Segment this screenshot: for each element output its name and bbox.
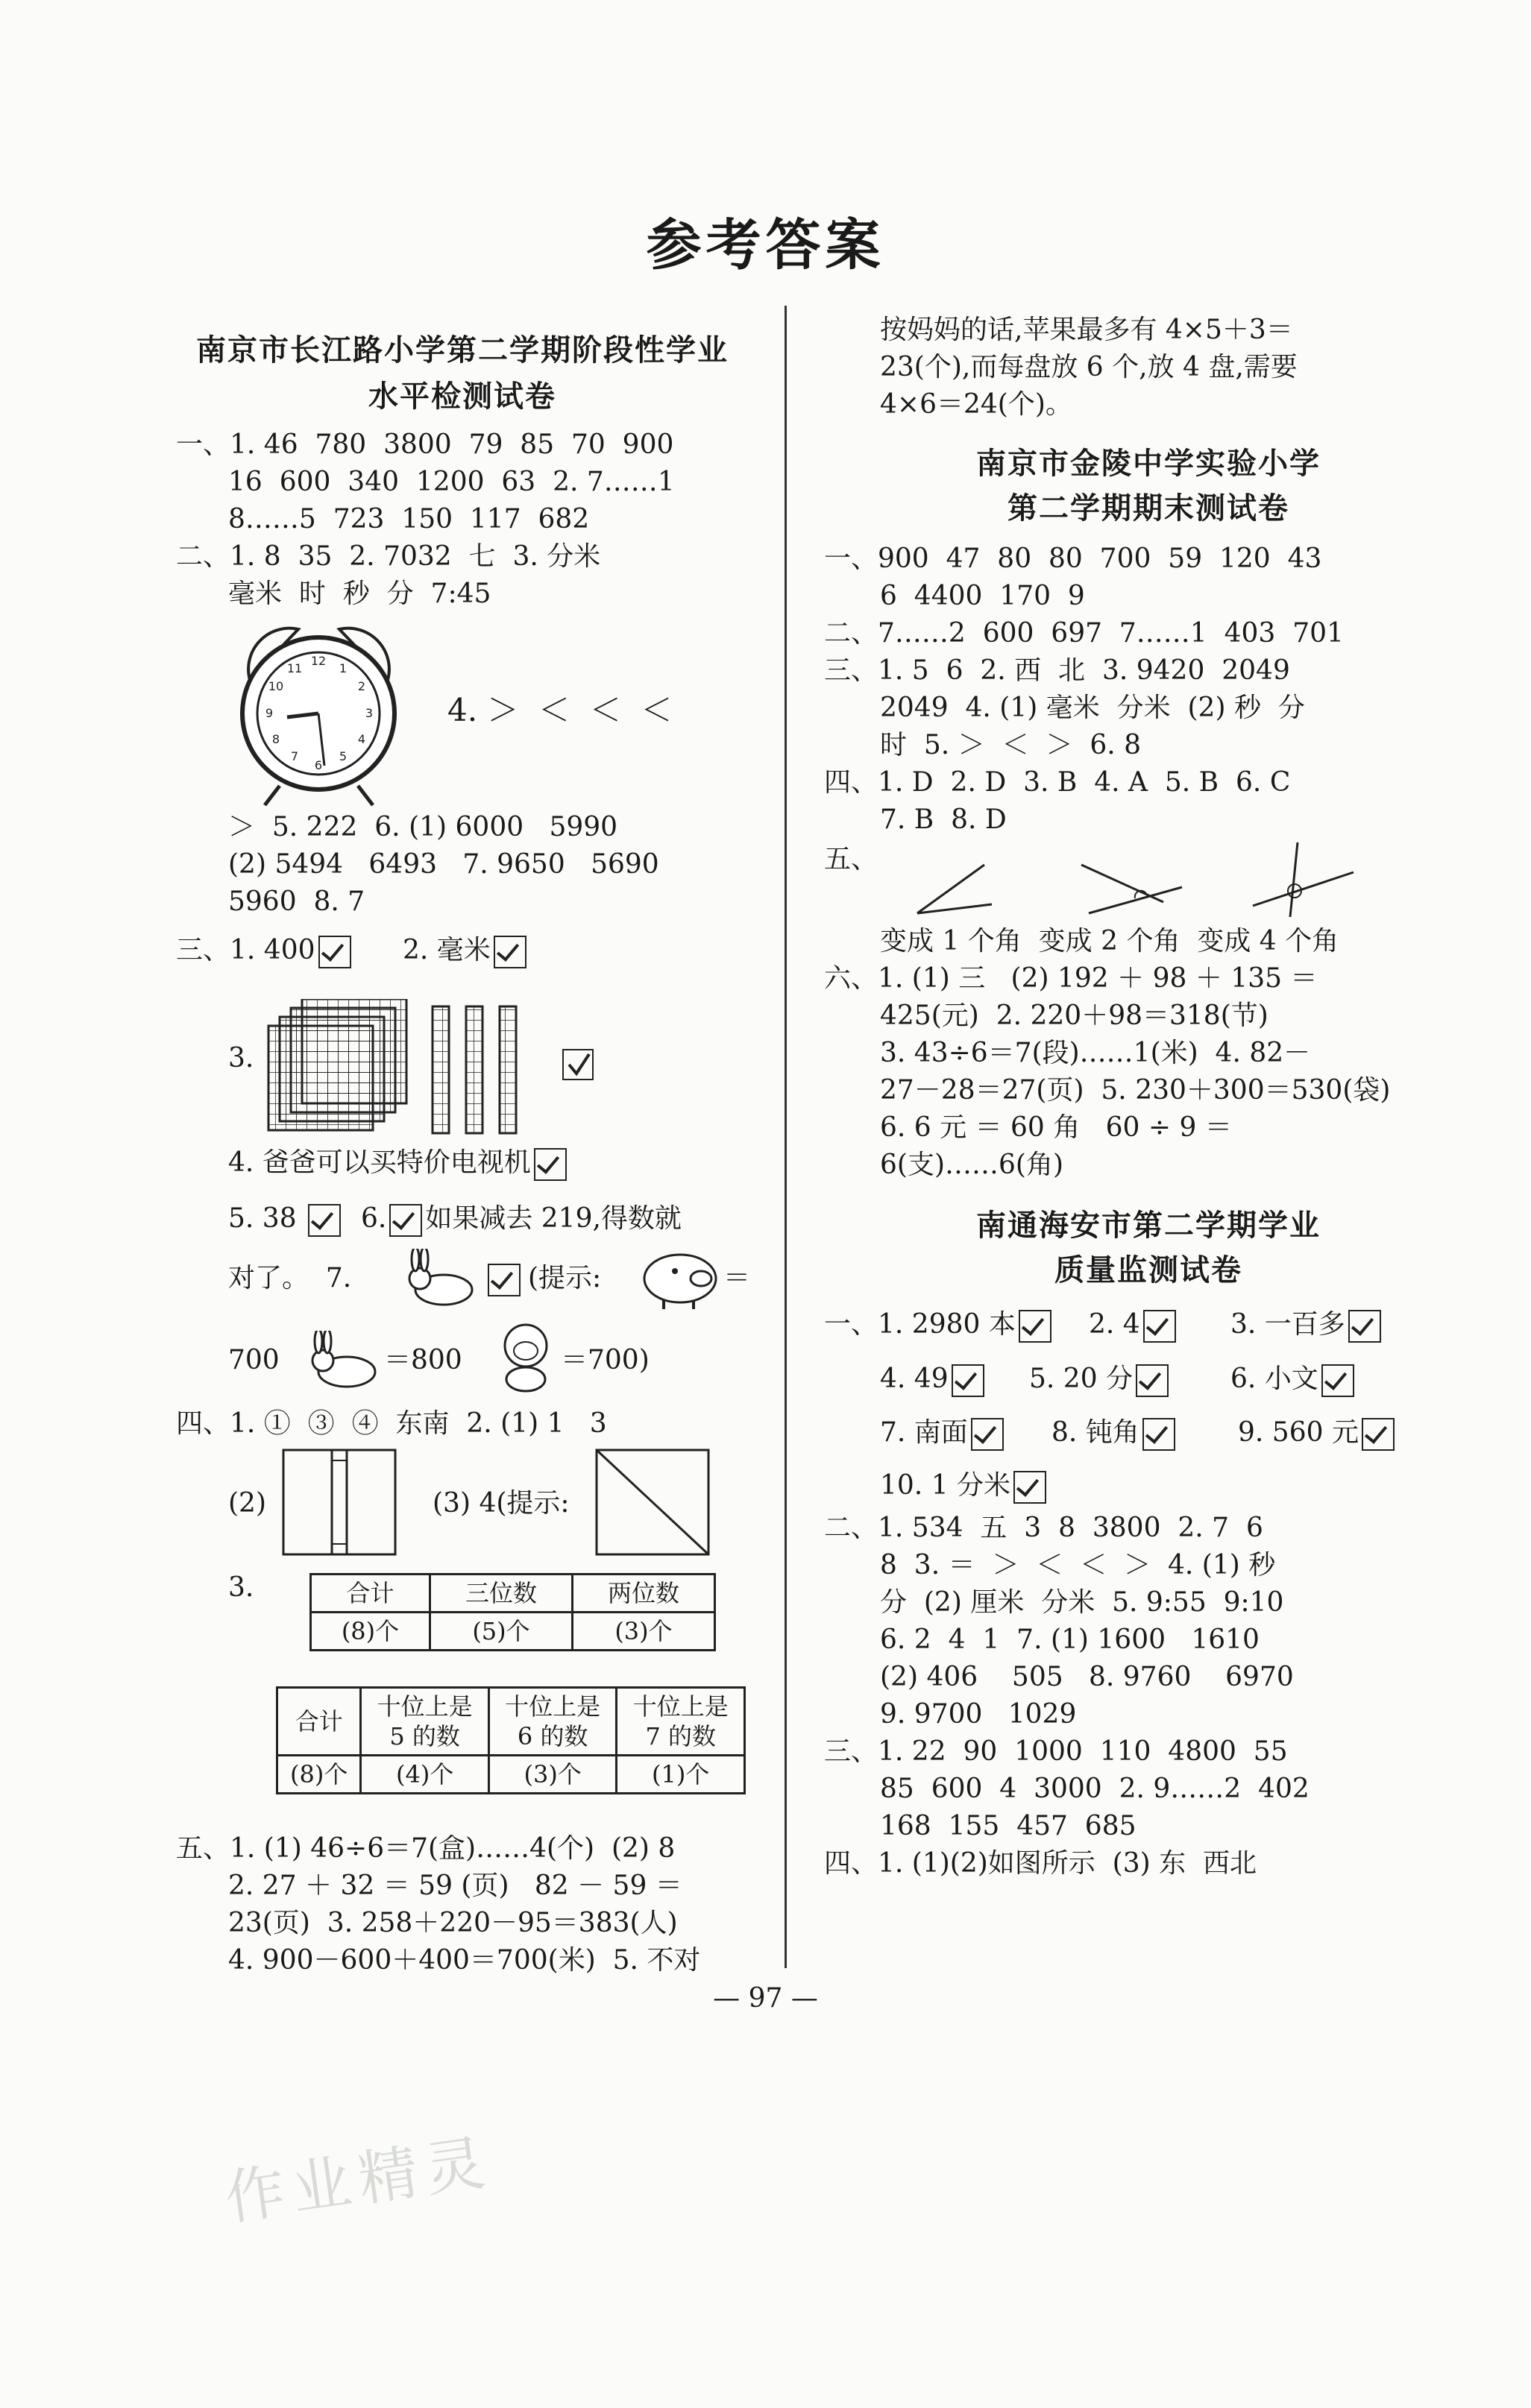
left-s3-3-label: 3.	[228, 1043, 254, 1074]
left-s3-7b: ＝800	[384, 1345, 462, 1375]
right-line-2: 6 4400 170 9	[880, 581, 1085, 611]
right-c1-2	[1089, 1306, 1179, 1343]
right-heading-4: 质量监测试卷	[1054, 1253, 1242, 1287]
right-line-7: 四、1. D 2. D 3. B 4. A 5. B 6. C	[824, 767, 1291, 798]
right-s6-line3: 3. 43÷6＝7(段)……1(米) 4. 82－	[880, 1038, 1311, 1068]
right-c2-2-text: 5. 20 分	[1029, 1364, 1134, 1394]
right-c3-2-text: 8. 钝角	[1051, 1417, 1139, 1448]
check-icon	[1142, 1418, 1175, 1451]
left-s3-6b: (提示:	[528, 1263, 602, 1293]
right-s6-line6: 6(支)……6(角)	[880, 1150, 1063, 1180]
right-c1-2-text: 2. 4	[1089, 1309, 1140, 1340]
left-s3-5-c: 如果减去 219,得数就	[425, 1203, 682, 1234]
monkey-icon	[492, 1320, 559, 1394]
right-line-4: 三、1. 5 6 2. 西 北 3. 9420 2049	[824, 655, 1290, 686]
alarm-clock-icon	[227, 613, 410, 808]
right-c1-3-text: 3. 一百多	[1230, 1309, 1345, 1340]
table-cell: (3)个	[488, 1756, 617, 1794]
right-line-5: 2049 4. (1) 毫米 分米 (2) 秒 分	[880, 693, 1305, 723]
svg-text:2: 2	[357, 679, 366, 693]
left-s3-7c: ＝700)	[561, 1345, 650, 1375]
svg-text:8: 8	[271, 732, 280, 746]
right-line-1: 一、900 47 80 80 700 59 120 43	[824, 543, 1322, 574]
square-diagonal-icon	[593, 1446, 712, 1558]
check-icon	[318, 936, 351, 968]
svg-text:7: 7	[290, 749, 299, 763]
left-s3-7a: 700	[228, 1345, 280, 1375]
left-s1-line3: 8……5 723 150 117 682	[228, 504, 590, 535]
svg-text:11: 11	[286, 661, 303, 675]
check-icon	[1143, 1310, 1176, 1343]
table-cell: (4)个	[361, 1756, 489, 1794]
left-s4b: (2)	[228, 1488, 266, 1519]
check-icon	[488, 1264, 521, 1296]
svg-text:12: 12	[310, 654, 327, 668]
page-number: — 97 —	[713, 1983, 818, 2014]
table-cell: (3)个	[572, 1613, 714, 1651]
left-s4a: 四、1. ① ③ ④ 东南 2. (1) 1 3	[176, 1408, 607, 1439]
check-icon	[1362, 1418, 1395, 1451]
right-s2-line2: 8 3. ＝ ＞ ＜ ＜ ＞ 4. (1) 秒	[880, 1550, 1276, 1580]
rectangle-figure-icon	[280, 1446, 399, 1558]
left-heading-2: 水平检测试卷	[368, 379, 556, 414]
table-header-cell: 合计	[311, 1575, 430, 1613]
right-s6-line5: 6. 6 元 ＝ 60 角 60 ÷ 9 ＝	[880, 1112, 1232, 1143]
svg-text:5: 5	[339, 749, 348, 763]
table-row	[277, 1756, 745, 1794]
table-cell: (5)个	[430, 1613, 572, 1651]
left-s3-item2	[403, 932, 529, 969]
table-header-cell: 十位上是 6 的数	[488, 1688, 617, 1756]
check-icon	[1136, 1364, 1169, 1397]
check-icon	[308, 1204, 341, 1237]
right-line-6: 时 5. ＞ ＜ ＞ 6. 8	[880, 730, 1142, 760]
right-cont-line3: 4×6＝24(个)。	[880, 389, 1072, 420]
right-heading-3: 南通海安市第二学期学业	[976, 1208, 1321, 1243]
left-heading-1: 南京市长江路小学第二学期阶段性学业	[196, 333, 729, 368]
check-icon	[1348, 1310, 1381, 1343]
left-s1-line2: 16 600 340 1200 63 2. 7……1	[228, 467, 675, 497]
right-line-9: 五、	[824, 844, 878, 874]
check-icon	[971, 1418, 1004, 1451]
left-s2b-line2: (2) 5494 6493 7. 9650 5690	[228, 849, 659, 880]
svg-text:4: 4	[357, 732, 366, 746]
right-heading-1: 南京市金陵中学实验小学	[976, 447, 1321, 481]
left-s5-line1: 五、1. (1) 46÷6＝7(盒)……4(个) (2) 8	[176, 1833, 676, 1864]
left-s3-5-a: 5. 38	[228, 1203, 297, 1234]
right-c3-3	[1238, 1414, 1398, 1452]
right-s2-line5: (2) 406 505 8. 9760 6970	[880, 1662, 1294, 1692]
check-icon	[1013, 1471, 1046, 1504]
rabbit-icon	[399, 1249, 481, 1308]
check-icon	[1321, 1364, 1354, 1397]
left-s3-5	[228, 1200, 682, 1238]
right-s2-line6: 9. 9700 1029	[880, 1699, 1077, 1730]
left-s3-4	[228, 1144, 570, 1182]
answer-table-1	[309, 1573, 716, 1651]
table-header-cell: 十位上是 7 的数	[617, 1688, 745, 1756]
right-s6-line2: 425(元) 2. 220＋98＝318(节)	[880, 1000, 1269, 1031]
left-s3-4-text: 4. 爸爸可以买特价电视机	[228, 1147, 531, 1178]
pig-icon	[634, 1245, 723, 1312]
right-c2-2	[1029, 1361, 1172, 1398]
right-s6-line4: 27－28＝27(页) 5. 230＋300＝530(袋)	[880, 1075, 1391, 1106]
right-c2-1	[880, 1361, 987, 1398]
left-s5-line3: 23(页) 3. 258＋220－95＝383(人)	[228, 1908, 678, 1938]
right-s3-line1: 三、1. 22 90 1000 110 4800 55	[824, 1736, 1288, 1767]
svg-text:1: 1	[339, 661, 348, 675]
angles-figure-icon	[865, 839, 1372, 921]
right-heading-2: 第二学期期末测试卷	[1007, 491, 1289, 526]
watermark-text: 作业精灵	[221, 2127, 497, 2234]
right-s3-line2: 85 600 4 3000 2. 9……2 402	[880, 1774, 1310, 1804]
right-c1-1-text: 一、1. 2980 本	[824, 1309, 1016, 1340]
right-cont-line2: 23(个),而每盘放 6 个,放 4 盘,需要	[880, 352, 1298, 382]
svg-text:6: 6	[314, 758, 323, 772]
check-icon	[494, 936, 526, 968]
table-cell: (1)个	[617, 1756, 745, 1794]
right-c1-3	[1230, 1306, 1384, 1343]
right-s6-line1: 六、1. (1) 三 (2) 192 ＋ 98 ＋ 135 ＝	[824, 963, 1318, 994]
left-s3-item1-text: 三、1. 400	[176, 935, 315, 965]
right-cont-line1: 按妈妈的话,苹果最多有 4×5＋3＝	[880, 315, 1293, 345]
check-icon	[389, 1204, 422, 1237]
table-cell: (8)个	[311, 1613, 430, 1651]
left-s5-line2: 2. 27 ＋ 32 ＝ 59 (页) 82 － 59 ＝	[228, 1870, 682, 1901]
left-s2-line2: 毫米 时 秒 分 7:45	[228, 579, 491, 609]
right-line-8: 7. B 8. D	[880, 804, 1007, 835]
check-icon	[534, 1148, 567, 1181]
right-c1-1	[824, 1306, 1054, 1343]
left-s5-line4: 4. 900－600＋400＝700(米) 5. 不对	[228, 1945, 701, 1976]
check-icon	[1019, 1310, 1051, 1343]
left-s3-item2-text: 2. 毫米	[403, 935, 491, 965]
right-c4	[880, 1467, 1049, 1504]
table-header-cell: 十位上是 5 的数	[361, 1688, 489, 1756]
left-s3-5-b: 6.	[360, 1203, 387, 1234]
svg-text:10: 10	[268, 679, 284, 693]
right-angles-caption: 变成 1 个角 变成 2 个角 变成 4 个角	[880, 926, 1339, 956]
svg-text:9: 9	[265, 706, 274, 720]
right-c3-2	[1051, 1414, 1178, 1452]
left-s3-6c: ＝	[723, 1263, 751, 1293]
table-row	[277, 1688, 745, 1756]
column-divider	[785, 306, 787, 1968]
table-header-cell: 三位数	[430, 1575, 572, 1613]
table-row	[311, 1613, 715, 1651]
right-c2-3-text: 6. 小文	[1230, 1364, 1318, 1394]
left-s2b-line3: 5960 8. 7	[228, 886, 365, 917]
table-row	[311, 1575, 715, 1613]
left-s3-6a: 对了。 7.	[228, 1263, 352, 1293]
right-c3-1-text: 7. 南面	[880, 1417, 968, 1448]
right-line-3: 二、7……2 600 697 7……1 403 701	[824, 618, 1344, 649]
right-s2-line4: 6. 2 4 1 7. (1) 1600 1610	[880, 1624, 1260, 1655]
right-s4-line1: 四、1. (1)(2)如图所示 (3) 东 西北	[824, 1848, 1257, 1879]
right-s2-line1: 二、1. 534 五 3 8 3800 2. 7 6	[824, 1513, 1263, 1543]
right-c3-3-text: 9. 560 元	[1238, 1417, 1359, 1448]
table-cell: (8)个	[277, 1756, 361, 1794]
left-s3-item1	[176, 932, 354, 969]
rabbit-icon	[302, 1331, 384, 1390]
left-s4d: 3.	[228, 1572, 254, 1603]
right-c3-1	[880, 1414, 1007, 1452]
left-s1-line1: 一、1. 46 780 3800 79 85 70 900	[176, 429, 674, 460]
right-c2-1-text: 4. 49	[880, 1364, 949, 1394]
svg-text:3: 3	[365, 706, 374, 720]
left-s4c: (3) 4(提示:	[433, 1488, 570, 1519]
left-s2b-line1: ＞ 5. 222 6. (1) 6000 5990	[228, 812, 618, 842]
right-c2-3	[1230, 1361, 1357, 1398]
base-ten-blocks-icon	[265, 999, 608, 1148]
check-icon	[952, 1364, 984, 1397]
left-clock-item: 4. ＞ ＜ ＜ ＜	[447, 692, 673, 728]
right-s2-line3: 分 (2) 厘米 分米 5. 9:55 9:10	[880, 1587, 1284, 1618]
left-s2-line1: 二、1. 8 35 2. 7032 七 3. 分米	[176, 541, 601, 572]
table-header-cell: 合计	[277, 1688, 361, 1756]
right-c4-text: 10. 1 分米	[880, 1470, 1011, 1501]
page-title: 参考答案	[646, 213, 885, 277]
right-s3-line3: 168 155 457 685	[880, 1811, 1137, 1841]
answer-table-2	[276, 1686, 746, 1794]
table-header-cell: 两位数	[572, 1575, 714, 1613]
